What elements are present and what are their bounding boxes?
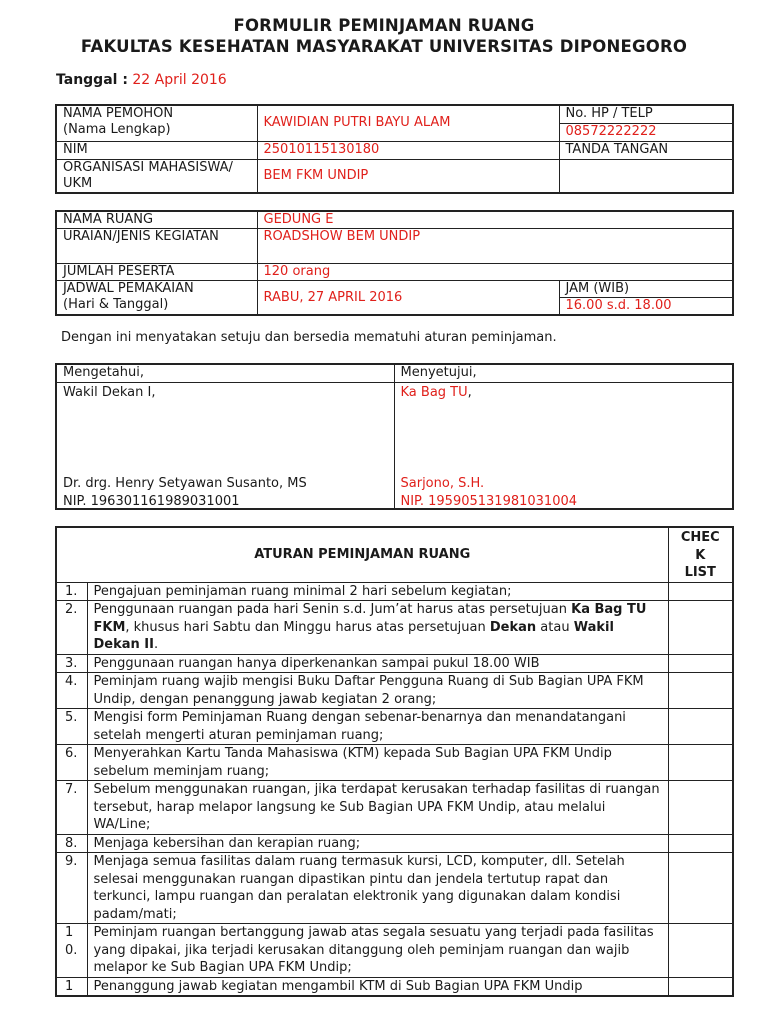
rule-row-10 [56, 924, 733, 978]
room-label: NAMA RUANG [56, 211, 257, 229]
rule-checkbox[interactable] [668, 654, 733, 673]
rule-row-7 [56, 781, 733, 835]
name-label-sub: (Nama Lengkap) [63, 122, 171, 137]
applicant-table [55, 104, 734, 194]
rule-row-5 [56, 709, 733, 745]
org-label-cell [56, 159, 257, 193]
rule-number [56, 924, 87, 978]
rule-text: Mengisi form Peminjaman Ruang dengan sebenar-benarnya dan menandatangani setelah mengerti aturan peminjaman ruang; [87, 709, 668, 745]
nim-value: 25010115130180 [257, 141, 559, 159]
head-admin-cell [394, 382, 733, 509]
head-admin-name: Sarjono, S.H. [400, 475, 485, 491]
faculty-title: FAKULTAS KESEHATAN MASYARAKAT UNIVERSITAS DIPONEGORO [80, 37, 688, 56]
rule-2-part-g: . [153, 637, 159, 652]
rule-text: Sebelum menggunakan ruangan, jika terdapat kerusakan terhadap fasilitas di ruangan tersebut, harap melapor langsung ke Sub Bagian UPA FKM Undip, atau melalui WA/Line; [87, 781, 668, 835]
schedule-value: RABU, 27 APRIL 2016 [257, 281, 559, 316]
rule-text: Pengajuan peminjaman ruang minimal 2 hari sebelum kegiatan; [87, 582, 668, 601]
phone-value: 08572222222 [559, 123, 733, 141]
rule-checkbox[interactable] [668, 601, 733, 655]
rule-text: Peminjam ruangan bertanggung jawab atas segala sesuatu yang terjadi pada fasilitas yang dipakai, jika terjadi kerusakan ditanggung oleh peminjam ruangan dan wajib melapor ke Sub Bagian UPA FKM Undip; [87, 924, 668, 978]
date-label: Tanggal : [56, 72, 128, 88]
statement-text: Dengan ini menyatakan setuju dan bersedia mematuhi aturan peminjaman. [61, 330, 557, 345]
checklist-header-3: LIST [684, 565, 716, 580]
rules-title: ATURAN PEMINJAMAN RUANG [56, 527, 668, 582]
head-admin-role-line [401, 383, 727, 401]
rule-number: 1 [56, 977, 87, 996]
rule-number: 7. [56, 781, 87, 835]
rule-checkbox[interactable] [668, 709, 733, 745]
rule-row-4 [56, 673, 733, 709]
rules-table [55, 526, 734, 997]
rule-text: Penggunaan ruangan hanya diperkenankan sampai pukul 18.00 WIB [87, 654, 668, 673]
room-table [55, 210, 734, 316]
rule-number: 1. [56, 582, 87, 601]
participants-label: JUMLAH PESERTA [56, 264, 257, 281]
rule-row-11 [56, 977, 733, 996]
rule-row-3 [56, 654, 733, 673]
activity-value: ROADSHOW BEM UNDIP [257, 229, 733, 264]
form-title: FORMULIR PEMINJAMAN RUANG [233, 16, 535, 35]
rule-text: Penanggung jawab kegiatan mengambil KTM di Sub Bagian UPA FKM Undip [87, 977, 668, 996]
rule-number: 4. [56, 673, 87, 709]
rule-2-part-a: Penggunaan ruangan pada hari Senin s.d. Jum’at harus atas persetujuan [93, 602, 572, 617]
rule-2-wadek: Wakil Dekan II [93, 619, 614, 652]
rule-checkbox[interactable] [668, 673, 733, 709]
date-line [56, 72, 227, 88]
vice-dean-cell [56, 382, 394, 509]
rule-checkbox[interactable] [668, 853, 733, 924]
head-admin-comma: , [467, 384, 472, 400]
rule-number: 9. [56, 853, 87, 924]
name-label: NAMA PEMOHON [63, 106, 174, 121]
checklist-header [668, 527, 733, 582]
checklist-header-2: K [695, 547, 706, 563]
rule-row-2 [56, 601, 733, 655]
activity-label: URAIAN/JENIS KEGIATAN [56, 229, 257, 264]
signature-table [55, 363, 734, 510]
rule-2-part-e: atau [536, 619, 574, 635]
rule-row-6 [56, 745, 733, 781]
rule-checkbox[interactable] [668, 977, 733, 996]
rule-checkbox[interactable] [668, 745, 733, 781]
rule-row-9 [56, 853, 733, 924]
rule-text: Menjaga kebersihan dan kerapian ruang; [87, 834, 668, 853]
vice-dean-nip: NIP. 196301161989031001 [63, 493, 240, 509]
org-label: ORGANISASI MAHASISWA/ [63, 159, 233, 175]
rule-row-1 [56, 582, 733, 601]
rule-2-dekan: Dekan [489, 619, 537, 635]
rule-number: 8. [56, 834, 87, 853]
phone-label: No. HP / TELP [559, 105, 733, 123]
rule-row-8 [56, 834, 733, 853]
rule-checkbox[interactable] [668, 834, 733, 853]
schedule-label-cell [56, 281, 257, 316]
rule-text [87, 601, 668, 655]
rule-number: 2. [56, 601, 87, 655]
head-admin-role: Ka Bag TU [400, 384, 468, 400]
applicant-name: KAWIDIAN PUTRI BAYU ALAM [257, 105, 559, 141]
schedule-label-sub: (Hari & Tanggal) [63, 297, 169, 312]
rule-text: Peminjam ruang wajib mengisi Buku Daftar Pengguna Ruang di Sub Bagian UPA FKM Undip, dengan penanggung jawab kegiatan 2 orang; [87, 673, 668, 709]
time-value: 16.00 s.d. 18.00 [559, 298, 733, 316]
vice-dean-role: Wakil Dekan I, [63, 384, 156, 400]
name-label-cell [56, 105, 257, 141]
approved-heading: Menyetujui, [394, 364, 733, 382]
participants-value: 120 orang [257, 264, 733, 281]
rule-checkbox[interactable] [668, 582, 733, 601]
rule-number: 5. [56, 709, 87, 745]
rule-2-kabag: Ka Bag TU FKM [93, 602, 647, 635]
org-value: BEM FKM UNDIP [257, 159, 559, 193]
acknowledged-heading: Mengetahui, [56, 364, 394, 382]
rule-number-part-1: 1 [65, 925, 74, 940]
rule-checkbox[interactable] [668, 924, 733, 978]
checklist-header-1: CHEC [680, 530, 720, 545]
time-label: JAM (WIB) [559, 281, 733, 298]
rule-checkbox[interactable] [668, 781, 733, 835]
head-admin-nip: NIP. 195905131981031004 [400, 493, 578, 509]
rule-number: 6. [56, 745, 87, 781]
schedule-label: JADWAL PEMAKAIAN [63, 281, 194, 296]
rule-text: Menyerahkan Kartu Tanda Mahasiswa (KTM) kepada Sub Bagian UPA FKM Undip sebelum meminjam ruang; [87, 745, 668, 781]
vice-dean-name: Dr. drg. Henry Setyawan Susanto, MS [63, 475, 307, 491]
rule-2-part-c: , khusus hari Sabtu dan Minggu harus atas persetujuan [125, 619, 490, 635]
date-value: 22 April 2016 [132, 72, 227, 88]
rule-text: Menjaga semua fasilitas dalam ruang termasuk kursi, LCD, komputer, dll. Setelah selesai menggunakan ruangan dipastikan pintu dan jendela tertutup rapat dan terkunci, lampu ruangan dan peralatan elektronik yang digunakan dalam kondisi padam/mati; [87, 853, 668, 924]
room-value: GEDUNG E [257, 211, 733, 229]
rule-number-part-2: 0. [65, 942, 78, 958]
org-label-sub: UKM [63, 175, 93, 191]
signature-box [559, 159, 733, 193]
rule-number: 3. [56, 654, 87, 673]
nim-label: NIM [56, 141, 257, 159]
signature-label: TANDA TANGAN [559, 141, 733, 159]
